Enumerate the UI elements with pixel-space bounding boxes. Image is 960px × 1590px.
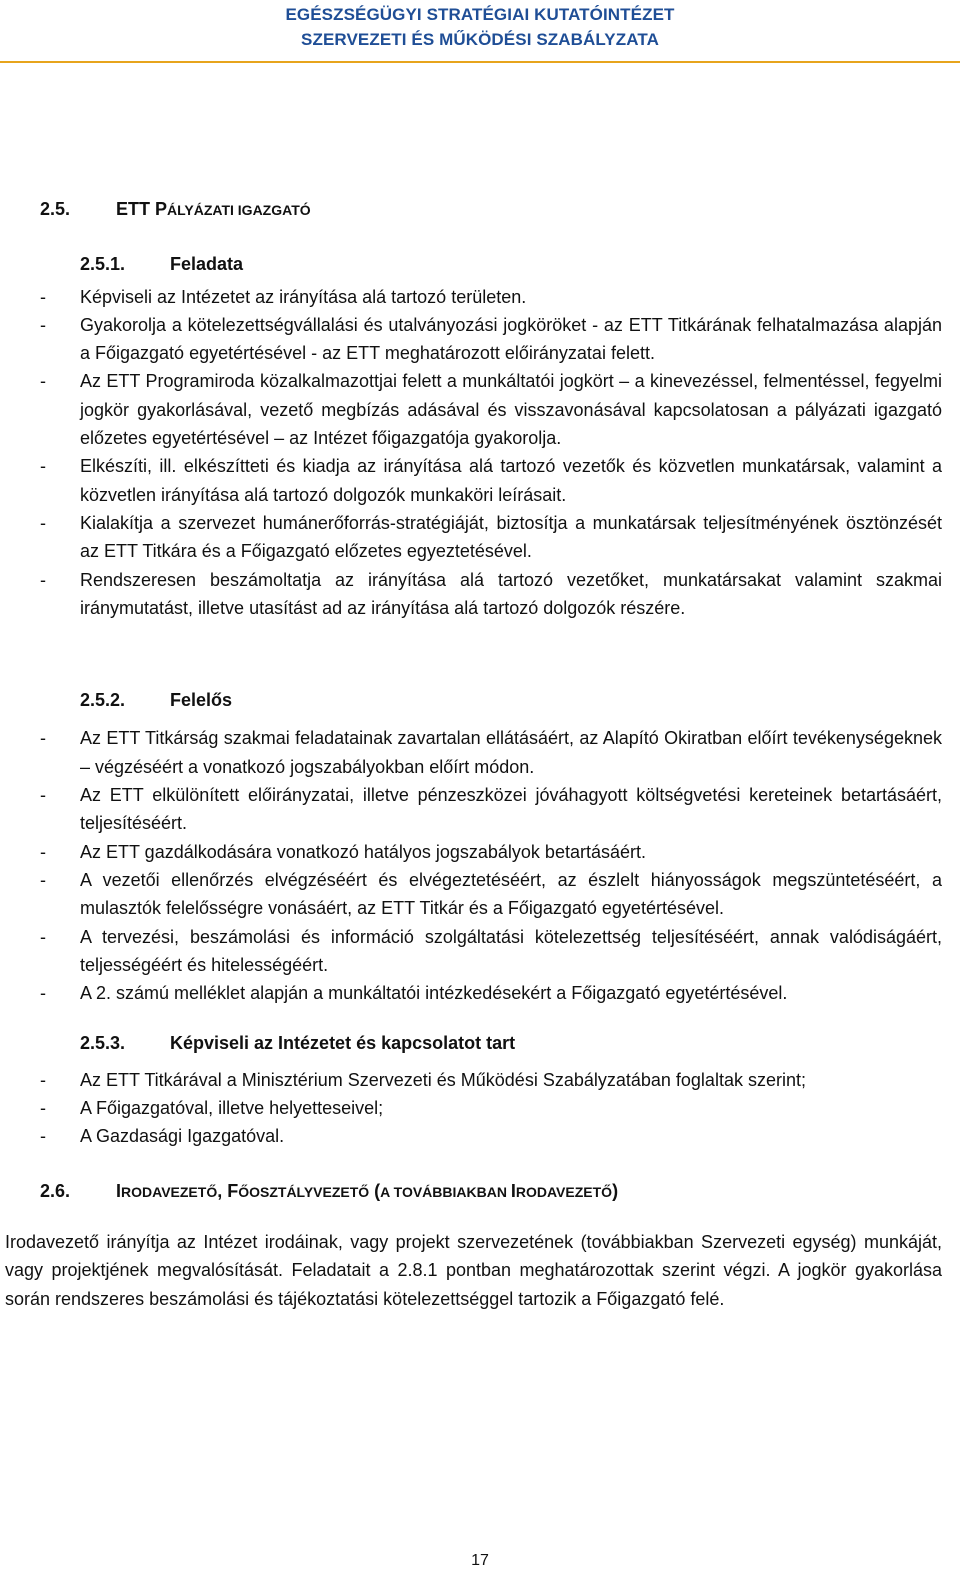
contacts-list (0, 1066, 960, 1151)
subsection-number: 2.5.3. (80, 1033, 126, 1054)
list-item: - Az ETT Programiroda közalkalmazottjai felett a munkáltatói jogkört – a kinevezéssel, felmentéssel, fegyelmi jogkör gyakorlásával, vezető megbízás adásával és visszavonásával kapcsolatosan a pályázati igazgató előzetes egyetértésével – az Intézet főigazgatója gyakorolja. (80, 367, 942, 452)
list-item: - Az ETT elkülönített előirányzatai, illetve pénzeszközei jóváhagyott költségvetési kereteinek betartásáért, teljesítéséért. (80, 781, 942, 838)
duties-list (0, 283, 960, 623)
subsection-heading-2-5-3 (80, 1029, 960, 1057)
section-heading-2-5 (40, 195, 940, 224)
list-item: - Az ETT gazdálkodására vonatkozó hatályos jogszabályok betartásáért. (80, 838, 942, 866)
list-item: - Elkészíti, ill. elkészítteti és kiadja az irányítása alá tartozó vezetők és közvetlen munkatársak, valamint a közvetlen irányítása alá tartozó dolgozók munkaköri leírásait. (80, 452, 942, 509)
responsibilities-list (0, 724, 960, 1007)
subsection-number: 2.5.2. (80, 690, 126, 711)
list-item: - Az ETT Titkárával a Minisztérium Szervezeti és Működési Szabályzatában foglaltak szerint; (80, 1066, 942, 1094)
section-heading-2-6 (40, 1177, 940, 1206)
header-divider (0, 61, 960, 63)
subsection-title: Felelős (170, 690, 233, 711)
section-title-part: I (116, 1180, 122, 1201)
subsection-heading-2-5-1 (80, 250, 960, 278)
list-item: - Képviseli az Intézetet az irányítása alá tartozó területen. (80, 283, 942, 311)
subsection-title: Feladata (170, 254, 244, 275)
section-number: 2.6. (40, 1180, 71, 1201)
list-item: - Az ETT Titkárság szakmai feladatainak zavartalan ellátásáért, az Alapító Okiratban előírt tevékenységeknek – végzéséért a vonatkozó jogszabályokban előírt módon. (80, 724, 942, 781)
section-title-part: ) (612, 1180, 619, 1201)
page-number: 17 (471, 1552, 489, 1569)
section-number: 2.5. (40, 199, 71, 219)
document-body (0, 195, 960, 1313)
header-document-title: SZERVEZETI ÉS MŰKÖDÉSI SZABÁLYZATA (301, 30, 659, 49)
section-title-part: RODAVEZETŐ (515, 1183, 613, 1200)
list-item: - A tervezési, beszámolási és információ szolgáltatási kötelezettség teljesítéséért, annak valódiságáért, teljességéért és hitelességéért. (80, 923, 942, 980)
section-title-part: A TOVÁBBIAKBAN (380, 1183, 511, 1200)
subsection-number: 2.5.1. (80, 254, 126, 275)
list-item: - Rendszeresen beszámoltatja az irányítása alá tartozó vezetőket, munkatársakat valamint szakmai iránymutatást, illetve utasítást ad az irányítása alá tartozó dolgozók részére. (80, 566, 942, 623)
section-title-first: ETT P (116, 199, 168, 219)
header-institute-name: EGÉSZSÉGÜGYI STRATÉGIAI KUTATÓINTÉZET (285, 5, 675, 24)
section-title-part: I (510, 1180, 516, 1201)
list-item: - A 2. számú melléklet alapján a munkáltatói intézkedésekért a Főigazgató egyetértésével. (80, 979, 942, 1007)
section-title-part: RODAVEZETŐ (121, 1183, 218, 1200)
list-item: - A Gazdasági Igazgatóval. (80, 1122, 942, 1150)
subsection-title: Képviseli az Intézetet és kapcsolatot tart (170, 1033, 516, 1054)
list-item: - A Főigazgatóval, illetve helyetteseivel; (80, 1094, 942, 1122)
document-header (0, 0, 960, 64)
section-title-part: ŐOSZTÁLYVEZETŐ (238, 1183, 370, 1200)
section-title-part: ( (369, 1180, 381, 1201)
list-item: - Gyakorolja a kötelezettségvállalási és utalványozási jogköröket - az ETT Titkárának felhatalmazása alapján a Főigazgató egyetértésével - az ETT meghatározott előirányzatai felett. (80, 311, 942, 368)
section-title-part: , F (217, 1180, 239, 1201)
list-item: - Kialakítja a szervezet humánerőforrás-stratégiáját, biztosítja a munkatársak teljesítményének ösztönzését az ETT Titkára és a Főigazgató előzetes egyeztetésével. (80, 509, 942, 566)
subsection-heading-2-5-2 (80, 686, 960, 714)
section-paragraph: Irodavezető irányítja az Intézet irodáinak, vagy projekt szervezetének (továbbiakban Szervezeti egység) munkáját, vagy projektjének megvalósítását. Feladatait a 2.8.1 pontban meghatározottak szerint végzi. A jogkör gyakorlása során rendszeres beszámolási és tájékoztatási kötelezettséggel tartozik a Főigazgató felé. (5, 1231, 942, 1309)
list-item: - A vezetői ellenőrzés elvégzéséért és elvégeztetéséért, az észlelt hiányosságok megszüntetéséért, a mulasztók felelősségre vonásáért, az ETT Titkár és a Főigazgató egyetértésével. (80, 866, 942, 923)
section-title-rest: ÁLYÁZATI IGAZGATÓ (167, 202, 311, 218)
